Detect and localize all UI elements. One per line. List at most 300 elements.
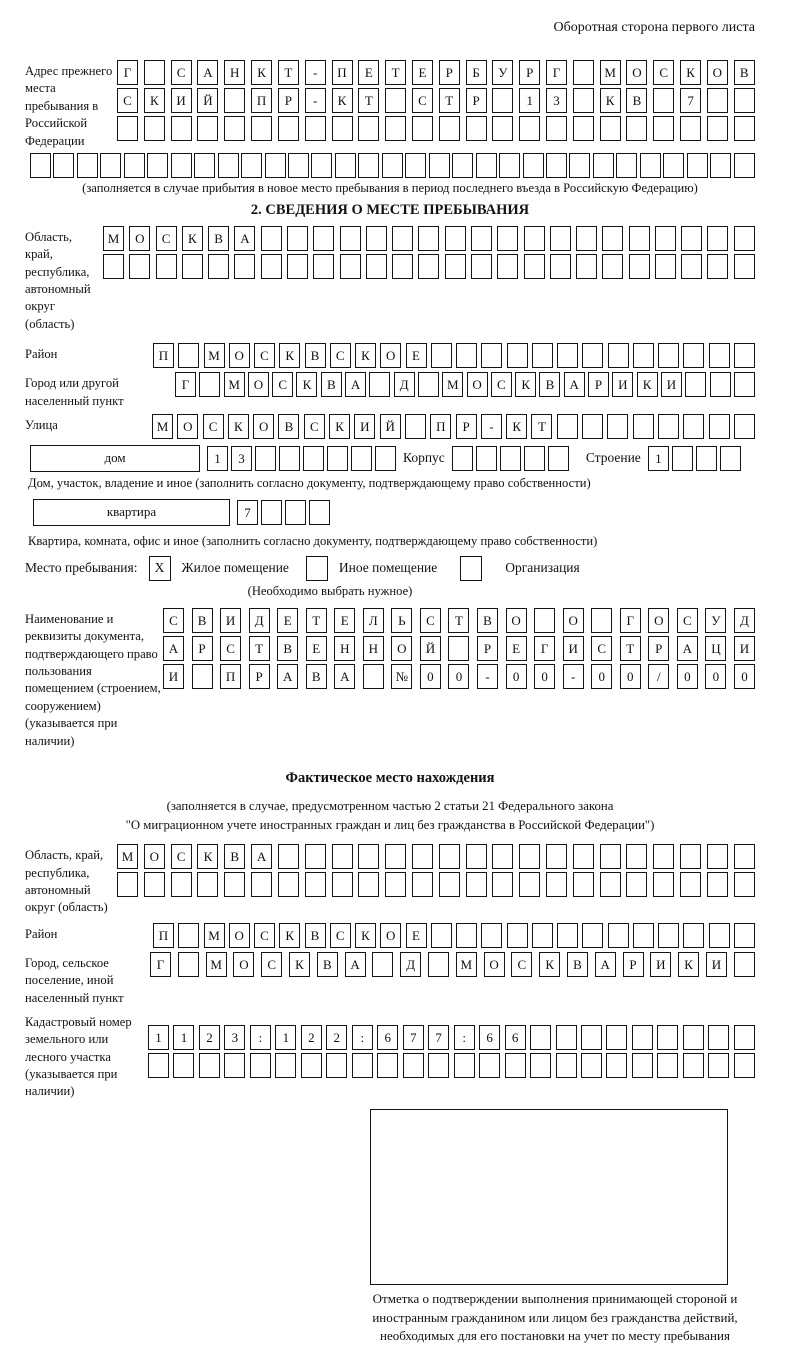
char-box xyxy=(556,1025,577,1050)
char-box xyxy=(385,872,406,897)
char-box: 0 xyxy=(448,664,469,689)
char-box: И xyxy=(612,372,633,397)
char-box: Е xyxy=(506,636,527,661)
char-box: 1 xyxy=(519,88,540,113)
option-residential-label: Жилое помещение xyxy=(181,560,289,576)
char-box xyxy=(573,872,594,897)
char-box: М xyxy=(117,844,138,869)
char-box xyxy=(600,872,621,897)
char-box: А xyxy=(197,60,218,85)
char-box xyxy=(199,1053,220,1078)
char-box xyxy=(653,844,674,869)
char-box: С xyxy=(220,636,241,661)
char-box xyxy=(313,254,334,279)
char-box: И xyxy=(354,414,375,439)
char-box: А xyxy=(163,636,184,661)
char-box: С xyxy=(156,226,177,251)
char-box: С xyxy=(272,372,293,397)
char-box xyxy=(734,343,755,368)
char-box xyxy=(279,446,300,471)
char-box: Й xyxy=(380,414,401,439)
char-box xyxy=(471,226,492,251)
house-caption: Дом, участок, владение и иное (заполнить согласно документу, подтверждающему право собственности) xyxy=(28,475,591,490)
char-box: О xyxy=(563,608,584,633)
char-box xyxy=(608,923,629,948)
char-box: - xyxy=(477,664,498,689)
stroenie-label: Строение xyxy=(585,450,641,466)
char-box-row xyxy=(163,636,755,661)
char-box: 6 xyxy=(377,1025,398,1050)
char-box: 1 xyxy=(275,1025,296,1050)
char-box: О xyxy=(506,608,527,633)
char-box: В xyxy=(224,844,245,869)
char-box: 1 xyxy=(148,1025,169,1050)
char-box xyxy=(369,372,390,397)
char-box: Ь xyxy=(391,608,412,633)
char-box: М xyxy=(103,226,124,251)
char-box xyxy=(313,226,334,251)
char-box: 7 xyxy=(680,88,701,113)
char-box: К xyxy=(329,414,350,439)
char-box xyxy=(734,923,755,948)
char-box xyxy=(261,226,282,251)
fact-field-kadastr xyxy=(25,1011,755,1101)
char-box xyxy=(77,153,98,178)
char-box xyxy=(358,872,379,897)
char-box xyxy=(710,153,731,178)
char-box xyxy=(629,254,650,279)
char-box xyxy=(124,153,145,178)
char-box: И xyxy=(661,372,682,397)
char-box xyxy=(192,664,213,689)
char-box xyxy=(171,872,192,897)
char-box xyxy=(550,254,571,279)
char-box: У xyxy=(705,608,726,633)
char-box: Р xyxy=(278,88,299,113)
char-box xyxy=(392,226,413,251)
char-box: № xyxy=(391,664,412,689)
char-box: М xyxy=(152,414,173,439)
char-box xyxy=(405,153,426,178)
char-box xyxy=(734,116,755,141)
char-box xyxy=(117,116,138,141)
char-box xyxy=(481,343,502,368)
char-box xyxy=(327,446,348,471)
char-box: С xyxy=(491,372,512,397)
char-box: 1 xyxy=(173,1025,194,1050)
char-box xyxy=(418,226,439,251)
char-box-row xyxy=(148,1053,755,1078)
char-box xyxy=(556,1053,577,1078)
char-box xyxy=(734,1025,755,1050)
char-box: К xyxy=(332,88,353,113)
char-box xyxy=(479,1053,500,1078)
char-box xyxy=(550,226,571,251)
char-box: Р xyxy=(466,88,487,113)
char-box xyxy=(687,153,708,178)
char-box: 3 xyxy=(231,446,252,471)
char-box: В xyxy=(321,372,342,397)
char-box: С xyxy=(330,343,351,368)
char-box: М xyxy=(600,60,621,85)
field-raion xyxy=(25,343,755,368)
char-box: Т xyxy=(531,414,552,439)
char-box: О xyxy=(626,60,647,85)
char-box xyxy=(466,872,487,897)
char-box xyxy=(658,923,679,948)
char-box xyxy=(340,226,361,251)
char-box: В xyxy=(306,664,327,689)
field-document xyxy=(25,608,755,750)
char-box xyxy=(305,844,326,869)
char-box xyxy=(519,872,540,897)
char-box: Т xyxy=(278,60,299,85)
char-box xyxy=(466,116,487,141)
char-box xyxy=(606,1025,627,1050)
char-box xyxy=(53,153,74,178)
char-box xyxy=(156,254,177,279)
char-box xyxy=(448,636,469,661)
char-box: Р xyxy=(192,636,213,661)
char-box: С xyxy=(511,952,532,977)
char-box xyxy=(655,254,676,279)
char-box: И xyxy=(220,608,241,633)
char-box: А xyxy=(564,372,585,397)
char-box xyxy=(456,923,477,948)
char-box: 7 xyxy=(237,500,258,525)
char-box: О xyxy=(229,343,250,368)
char-box xyxy=(418,372,439,397)
char-box: М xyxy=(206,952,227,977)
fact-caption-line1: (заполняется в случае, предусмотренном частью 2 статьи 21 Федерального закона xyxy=(166,798,614,813)
char-box xyxy=(303,446,324,471)
char-box xyxy=(658,343,679,368)
char-box: К xyxy=(637,372,658,397)
char-box xyxy=(287,226,308,251)
char-box xyxy=(573,116,594,141)
char-box xyxy=(224,1053,245,1078)
char-box xyxy=(534,608,555,633)
char-box xyxy=(734,88,755,113)
char-box: О xyxy=(707,60,728,85)
char-box: П xyxy=(430,414,451,439)
char-box xyxy=(250,1053,271,1078)
char-box: Н xyxy=(363,636,384,661)
char-box: С xyxy=(203,414,224,439)
char-box: М xyxy=(456,952,477,977)
char-box: 0 xyxy=(534,664,555,689)
char-box: А xyxy=(677,636,698,661)
char-box xyxy=(311,153,332,178)
char-box: У xyxy=(492,60,513,85)
char-box: В xyxy=(539,372,560,397)
field-oblast xyxy=(25,226,755,333)
char-box xyxy=(148,1053,169,1078)
char-box xyxy=(720,446,741,471)
fact-title: Фактическое место нахождения xyxy=(285,769,495,786)
char-box: Г xyxy=(534,636,555,661)
char-box xyxy=(234,254,255,279)
char-box xyxy=(492,88,513,113)
char-box: Т xyxy=(358,88,379,113)
char-box: В xyxy=(278,414,299,439)
confirmation-stamp-box xyxy=(370,1109,728,1285)
char-box-row xyxy=(117,60,755,85)
char-box xyxy=(633,414,654,439)
char-box xyxy=(530,1025,551,1050)
char-box: А xyxy=(251,844,272,869)
char-box: 3 xyxy=(546,88,567,113)
checkbox-other-premises xyxy=(306,556,328,581)
char-box: К xyxy=(355,923,376,948)
char-box: Г xyxy=(175,372,196,397)
char-box xyxy=(681,226,702,251)
char-box xyxy=(208,254,229,279)
char-box xyxy=(375,446,396,471)
char-box: В xyxy=(208,226,229,251)
char-box xyxy=(197,872,218,897)
char-box xyxy=(403,1053,424,1078)
char-box xyxy=(734,872,755,897)
char-box: М xyxy=(204,343,225,368)
char-box-row xyxy=(117,872,755,897)
char-box xyxy=(287,254,308,279)
char-box: С xyxy=(117,88,138,113)
char-box: 3 xyxy=(224,1025,245,1050)
char-box xyxy=(439,844,460,869)
char-box xyxy=(734,226,755,251)
char-box: 1 xyxy=(207,446,228,471)
char-box xyxy=(456,343,477,368)
char-box xyxy=(454,1053,475,1078)
char-box xyxy=(524,254,545,279)
char-box xyxy=(178,343,199,368)
char-box xyxy=(569,153,590,178)
char-box xyxy=(366,226,387,251)
char-box xyxy=(431,343,452,368)
char-box xyxy=(352,1053,373,1078)
char-box: 2 xyxy=(199,1025,220,1050)
char-box: Л xyxy=(363,608,384,633)
char-box xyxy=(653,88,674,113)
char-box: К xyxy=(197,844,218,869)
char-box xyxy=(734,153,755,178)
char-box xyxy=(305,116,326,141)
char-box: К xyxy=(506,414,527,439)
char-box xyxy=(582,414,603,439)
char-box: И xyxy=(650,952,671,977)
char-box xyxy=(418,254,439,279)
char-box xyxy=(505,1053,526,1078)
char-box xyxy=(412,872,433,897)
char-box: Г xyxy=(546,60,567,85)
char-box xyxy=(439,872,460,897)
char-box xyxy=(103,254,124,279)
char-box: В xyxy=(317,952,338,977)
kadastr-label: Кадастровый номер земельного или лесного участка (указывается при наличии) xyxy=(25,1014,132,1099)
char-box xyxy=(497,226,518,251)
char-box xyxy=(499,153,520,178)
char-box: 2 xyxy=(326,1025,347,1050)
char-box xyxy=(301,1053,322,1078)
char-box xyxy=(581,1025,602,1050)
char-box xyxy=(680,116,701,141)
char-box: О xyxy=(144,844,165,869)
char-box: Т xyxy=(439,88,460,113)
char-box xyxy=(608,343,629,368)
fact-field-raion xyxy=(25,923,755,948)
char-box xyxy=(626,844,647,869)
fact-gorod-label: Город, сельское поселение, иной населенный пункт xyxy=(25,955,124,1005)
char-box xyxy=(546,153,567,178)
char-box xyxy=(734,254,755,279)
char-box xyxy=(707,88,728,113)
char-box xyxy=(616,153,637,178)
prev-address-label: Адрес прежнего места пребывания в Российской Федерации xyxy=(25,64,113,148)
char-box: Й xyxy=(420,636,441,661)
char-box: О xyxy=(648,608,669,633)
char-box xyxy=(275,1053,296,1078)
char-box: П xyxy=(251,88,272,113)
field-ulitsa xyxy=(25,414,755,439)
fact-field-gorod xyxy=(25,952,755,1007)
char-box xyxy=(100,153,121,178)
char-box xyxy=(632,1053,653,1078)
char-box: П xyxy=(220,664,241,689)
char-box: О xyxy=(233,952,254,977)
char-box xyxy=(734,414,755,439)
char-box xyxy=(471,254,492,279)
house-number-boxes xyxy=(207,446,396,471)
char-box: П xyxy=(153,923,174,948)
ulitsa-label: Улица xyxy=(25,417,58,432)
char-box: С xyxy=(171,844,192,869)
char-box: К xyxy=(182,226,203,251)
char-box: В xyxy=(626,88,647,113)
char-box-row xyxy=(117,844,755,869)
char-box: С xyxy=(653,60,674,85)
char-box xyxy=(709,923,730,948)
apartment-caption: Квартира, комната, офис и иное (заполнить согласно документу, подтверждающему право собственности) xyxy=(28,533,598,548)
stamp-caption: Отметка о подтверждении выполнения принимающей стороной и иностранным гражданином или лицом без гражданства действий, необходимых для его постановки на учет по месту пребывания xyxy=(372,1290,738,1344)
char-box xyxy=(385,88,406,113)
char-box xyxy=(363,664,384,689)
char-box xyxy=(576,254,597,279)
char-box: С xyxy=(261,952,282,977)
char-box: 0 xyxy=(506,664,527,689)
char-box: 0 xyxy=(734,664,755,689)
fact-raion-label: Район xyxy=(25,926,58,941)
char-box: - xyxy=(563,664,584,689)
char-box xyxy=(309,500,330,525)
char-box: К xyxy=(251,60,272,85)
char-box xyxy=(481,923,502,948)
char-box: В xyxy=(277,636,298,661)
char-box: М xyxy=(204,923,225,948)
char-box xyxy=(557,343,578,368)
char-box xyxy=(683,1025,704,1050)
option-organization-label: Организация xyxy=(505,560,580,576)
section2-title: 2. СВЕДЕНИЯ О МЕСТЕ ПРЕБЫВАНИЯ xyxy=(250,201,530,218)
char-box xyxy=(653,116,674,141)
char-box xyxy=(532,923,553,948)
char-box xyxy=(683,1053,704,1078)
korpus-label: Корпус xyxy=(403,450,445,466)
char-box-row xyxy=(163,664,755,689)
char-box: И xyxy=(171,88,192,113)
char-box xyxy=(626,116,647,141)
char-box xyxy=(507,923,528,948)
char-box xyxy=(147,153,168,178)
char-box: Т xyxy=(385,60,406,85)
fact-caption-line2: "О миграционном учете иностранных граждан и лиц без гражданства в Российской Федерации") xyxy=(125,818,655,833)
char-box-row xyxy=(153,923,755,948)
char-box: Р xyxy=(456,414,477,439)
oblast-label: Область, край, республика, автономный округ (область) xyxy=(25,229,91,331)
char-box xyxy=(358,116,379,141)
char-box xyxy=(305,872,326,897)
char-box: О xyxy=(484,952,505,977)
char-box: Ц xyxy=(705,636,726,661)
char-box: К xyxy=(680,60,701,85)
char-box xyxy=(382,153,403,178)
char-box: А xyxy=(334,664,355,689)
char-box xyxy=(261,500,282,525)
char-box: Н xyxy=(334,636,355,661)
char-box xyxy=(681,254,702,279)
char-box xyxy=(255,446,276,471)
char-box: Д xyxy=(734,608,755,633)
char-box: Й xyxy=(197,88,218,113)
char-box xyxy=(412,116,433,141)
char-box xyxy=(657,1053,678,1078)
char-box xyxy=(171,153,192,178)
char-box xyxy=(224,88,245,113)
char-box-row xyxy=(117,88,755,113)
char-box xyxy=(385,844,406,869)
char-box: В xyxy=(192,608,213,633)
char-box: П xyxy=(153,343,174,368)
char-box xyxy=(500,446,521,471)
char-box xyxy=(573,844,594,869)
char-box xyxy=(285,500,306,525)
char-box: Е xyxy=(412,60,433,85)
char-box: 6 xyxy=(505,1025,526,1050)
char-box: - xyxy=(305,88,326,113)
char-box xyxy=(602,254,623,279)
char-box xyxy=(581,1053,602,1078)
char-box xyxy=(452,153,473,178)
char-box xyxy=(546,116,567,141)
char-box: В xyxy=(305,923,326,948)
apartment-row xyxy=(33,499,755,526)
char-box xyxy=(734,844,755,869)
char-box xyxy=(492,872,513,897)
char-box-row-overflow xyxy=(30,153,755,178)
char-box xyxy=(241,153,262,178)
checkbox-residential: X xyxy=(149,556,171,581)
char-box: Г xyxy=(117,60,138,85)
char-box: О xyxy=(380,343,401,368)
char-box: В xyxy=(305,343,326,368)
char-box xyxy=(524,446,545,471)
char-box: О xyxy=(177,414,198,439)
char-box xyxy=(582,923,603,948)
char-box xyxy=(707,872,728,897)
char-box: К xyxy=(296,372,317,397)
char-box: : xyxy=(250,1025,271,1050)
char-box xyxy=(530,1053,551,1078)
